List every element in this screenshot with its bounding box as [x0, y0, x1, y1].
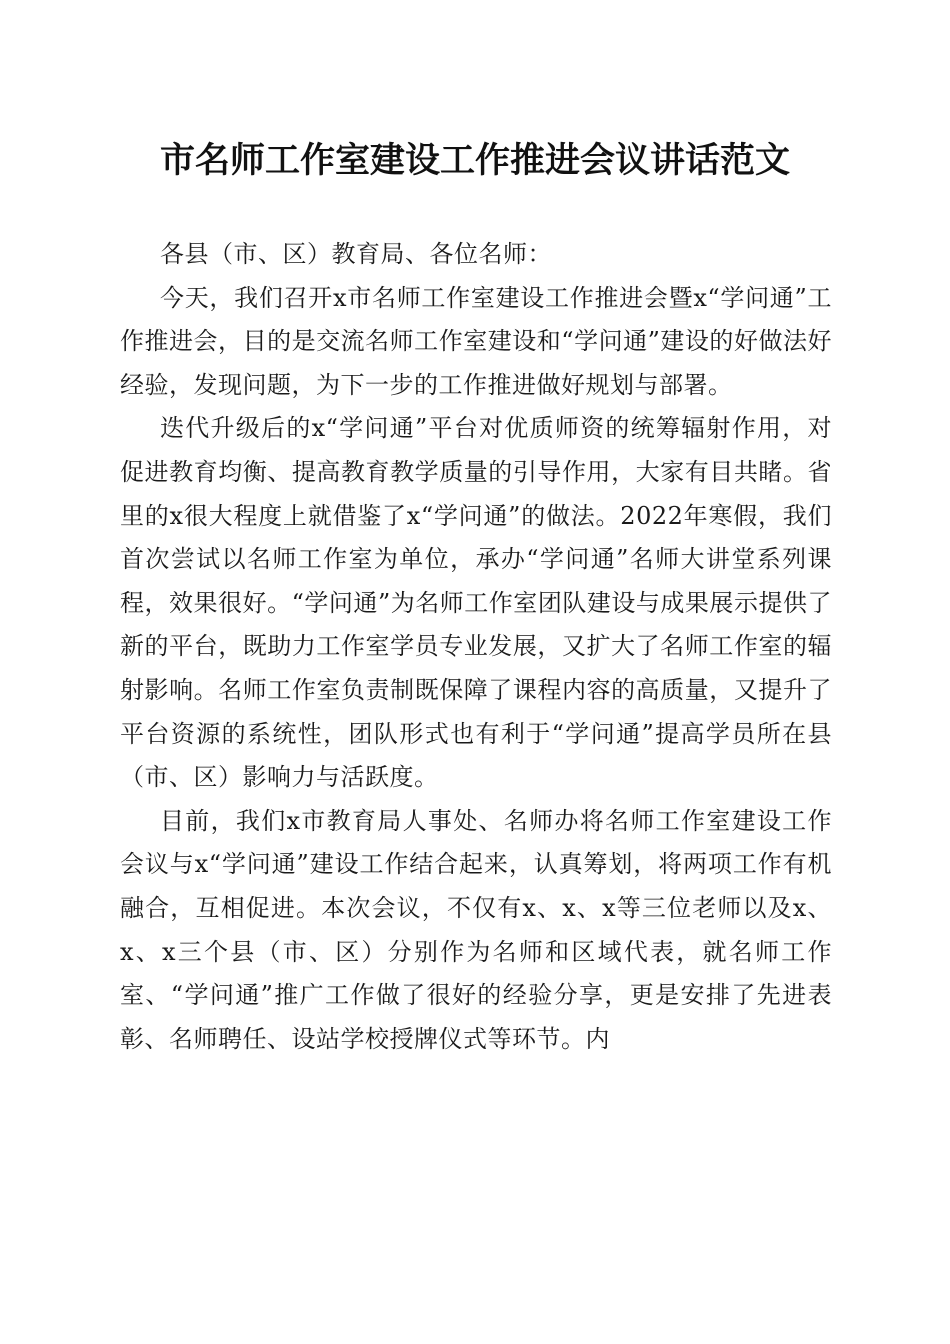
salutation: 各县（市、区）教育局、各位名师： — [160, 240, 552, 268]
document-body — [120, 233, 832, 1061]
paragraph-3: 目前，我们x市教育局人事处、名师办将名师工作室建设工作会议与x“学问通”建设工作结合起来，认真筹划，将两项工作有机融合，互相促进。本次会议，不仅有x、x、x等三位老师以及x、x、x三个县（市、区）分别作为名师和区域代表，就名师工作室、“学问通”推广工作做了很好的经验分享，更是安排了先进表彰、名师聘任、设站学校授牌仪式等环节。内 — [120, 806, 832, 1053]
document-title: 市名师工作室建设工作推进会议讲话范文 — [159, 140, 790, 181]
paragraph-1: 今天，我们召开x市名师工作室建设工作推进会暨x“学问通”工作推进会，目的是交流名师工作室建设和“学问通”建设的好做法好经验，发现问题，为下一步的工作推进做好规划与部署。 — [120, 283, 832, 399]
paragraph-2: 迭代升级后的x“学问通”平台对优质师资的统筹辐射作用，对促进教育均衡、提高教育教学质量的引导作用，大家有目共睹。省里的x很大程度上就借鉴了x“学问通”的做法。2022年寒假，我们首次尝试以名师工作室为单位，承办“学问通”名师大讲堂系列课程，效果很好。“学问通”为名师工作室团队建设与成果展示提供了新的平台，既助力工作室学员专业发展，又扩大了名师工作室的辐射影响。名师工作室负责制既保障了课程内容的高质量，又提升了平台资源的系统性，团队形式也有利于“学问通”提高学员所在县（市、区）影响力与活跃度。 — [120, 414, 832, 792]
